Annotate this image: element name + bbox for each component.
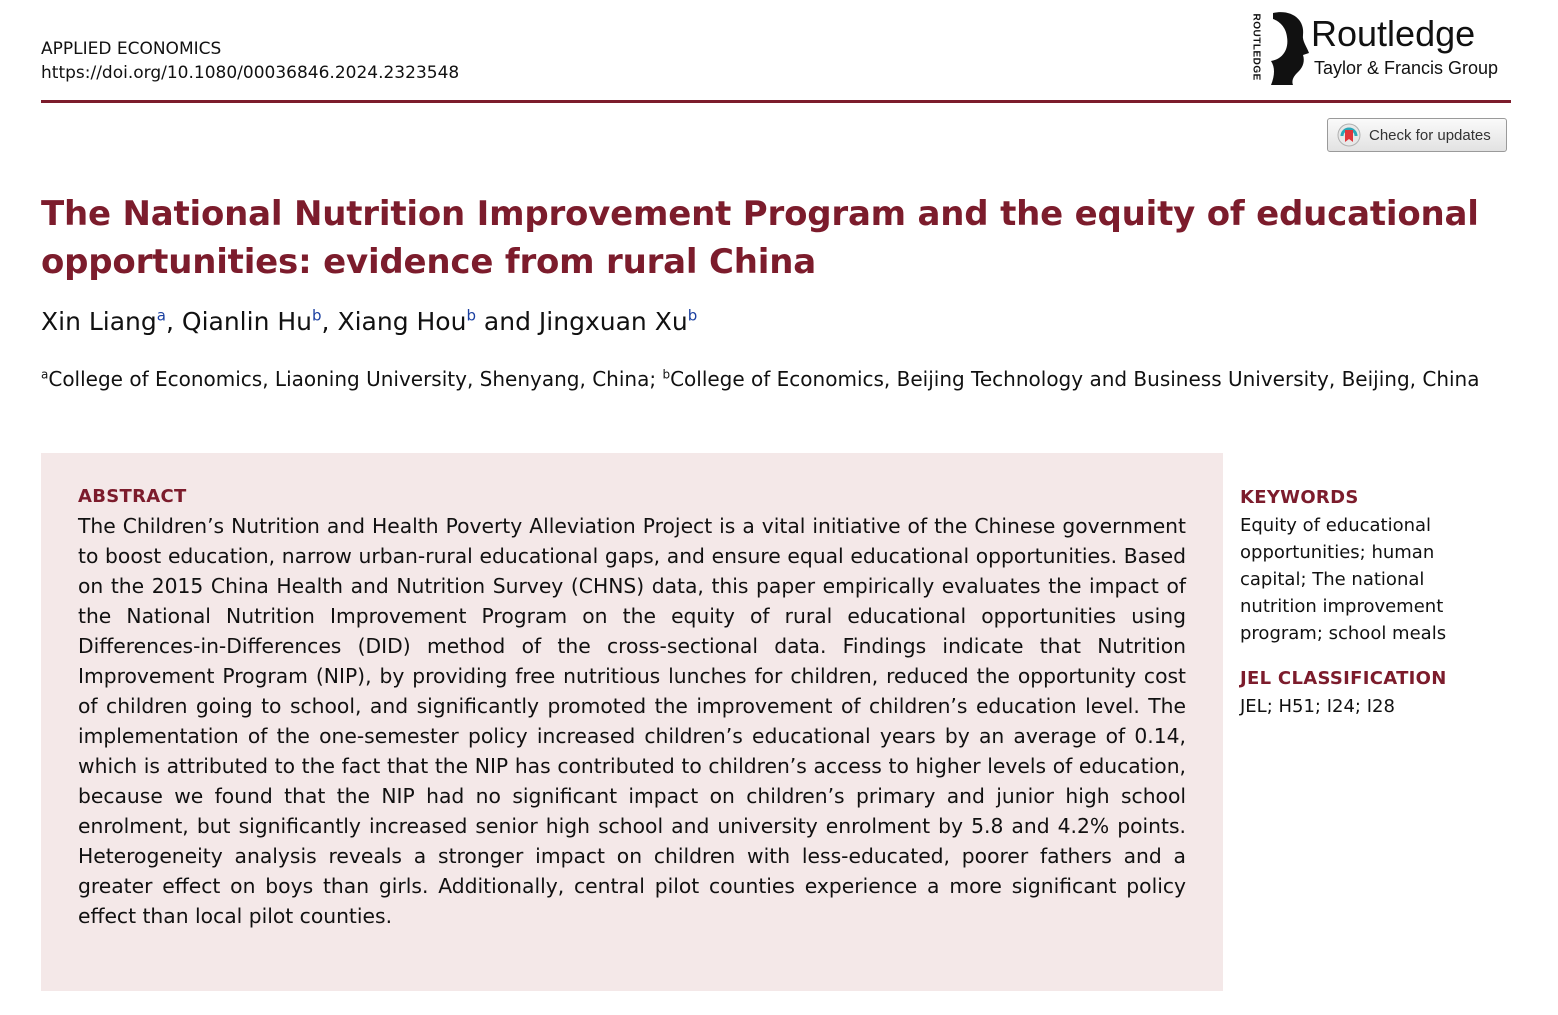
author-4[interactable]: Jingxuan Xu$^b$ [538,306,698,336]
article-title: The National Nutrition Improvement Program and the equity of educational opportunities: evidence from rural China [41,194,1479,282]
sidebar-metadata [1240,486,1500,720]
author-list: Xin Liang$^a$, Qianlin Hu$^b$, Xiang Hou$^b$ and Jingxuan Xu$^b$ [41,306,698,336]
affiliations: $^a$College of Economics, Liaoning University, Shenyang, China; $^b$College of Economics, Beijing Technology and Business University, Beijing, China [41,367,1480,391]
keywords-text: Equity of educational opportunities; human capital; The national nutrition improvement program; school meals [1240,515,1447,644]
check-updates-icon [1337,123,1361,147]
abstract-panel [41,453,1223,991]
check-updates-label: Check for updates [1369,126,1491,144]
author-3[interactable]: Xiang Hou$^b$ [337,306,476,336]
routledge-head-icon [1265,9,1313,85]
keywords-heading: KEYWORDS [1240,487,1359,508]
abstract-text: The Children’s Nutrition and Health Poverty Alleviation Project is a vital initiative of the Chinese government to boost education, narrow urban-rural educational gaps, and ensure equal educational opportunities. Based on the 2015 China Health and Nutrition Survey (CHNS) data, this paper empirically evaluates the impact of the National Nutrition Improvement Program on the equity of rural educational opportunities using Differences-in-Differences (DID) method of the cross-sectional data. Findings indicate that Nutrition Improvement Program (NIP), by providing free nutritious lunches for children, reduced the opportunity cost of children going to school, and significantly promoted the improvement of children’s education level. The implementation of the one-semester policy increased children’s educational years by an average of 0.14, which is attributed to the fact that the NIP has contributed to children’s access to higher levels of education, because we found that the NIP had no significant impact on children’s primary and junior high school enrolment, but significantly increased senior high school and university enrolment by 5.8 and 4.2% points. Heterogeneity analysis reveals a stronger impact on children with less-educated, poorer fathers and a greater effect on boys than girls. Additionally, central pilot counties experience a more significant policy effect than local pilot counties. [78,514,1186,928]
journal-name: APPLIED ECONOMICS [41,39,222,59]
journal-header [41,37,459,85]
header-divider [41,100,1511,103]
publisher-vertical-text: ROUTLEDGE [1250,13,1262,81]
publisher-group: Taylor & Francis Group [1314,58,1499,78]
author-2[interactable]: Qianlin Hu$^b$ [181,306,322,336]
author-1[interactable]: Xin Liang$^a$ [41,306,166,336]
publisher-logo [1247,9,1517,89]
jel-text: JEL; H51; I24; I28 [1240,696,1395,717]
abstract-heading: ABSTRACT [78,486,187,507]
publisher-name: Routledge [1311,13,1476,54]
doi-link[interactable]: https://doi.org/10.1080/00036846.2024.2323548 [41,63,460,83]
check-for-updates-button[interactable] [1327,118,1507,152]
jel-heading: JEL CLASSIFICATION [1240,668,1447,689]
